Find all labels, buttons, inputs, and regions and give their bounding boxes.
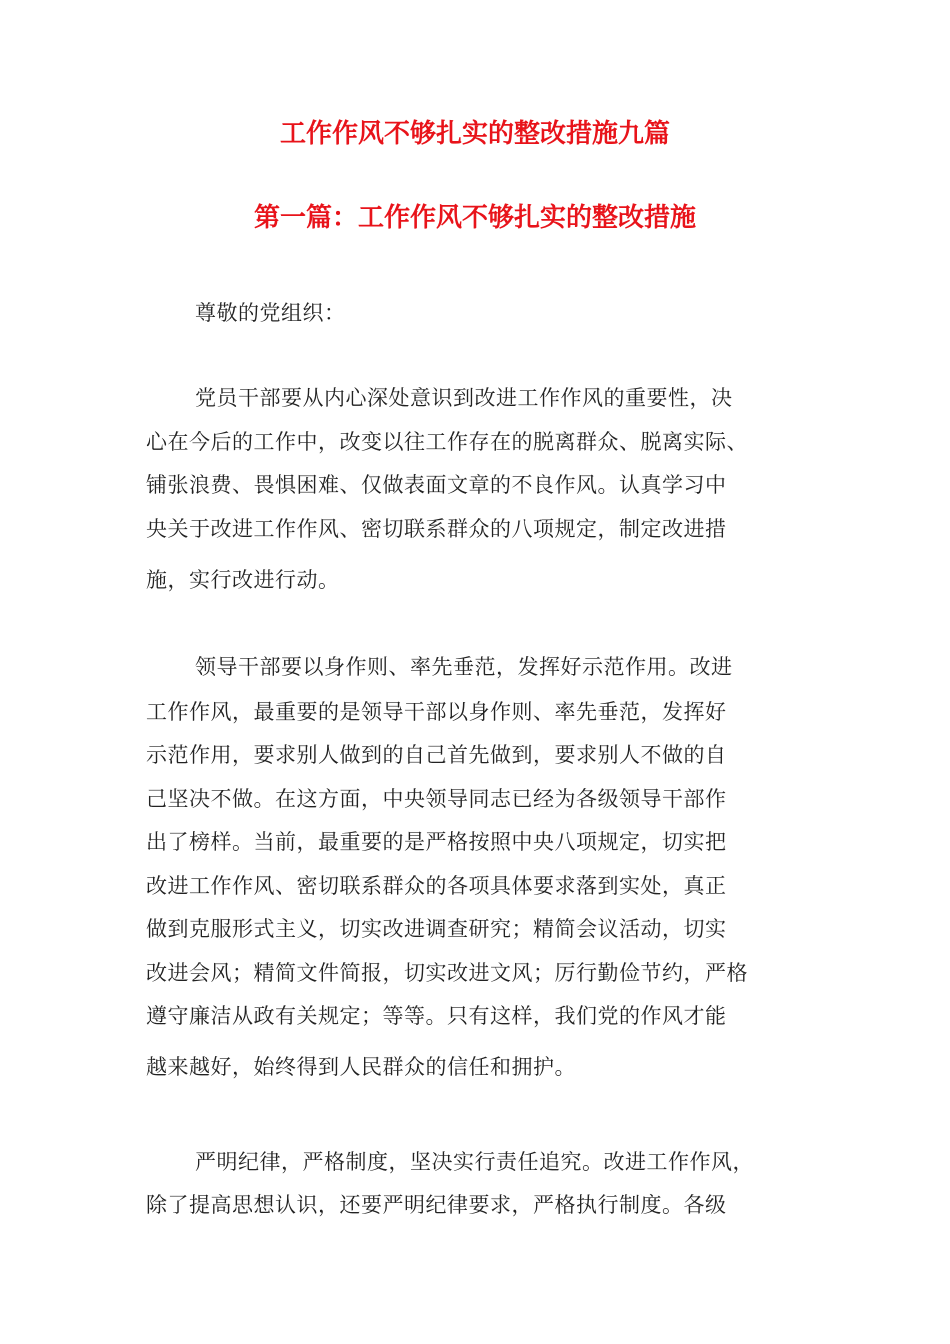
paragraph-2-line-3: 示范作用，要求别人做到的自己首先做到，要求别人不做的自: [146, 743, 727, 767]
paragraph-2-line-7: 做到克服形式主义，切实改进调查研究；精简会议活动，切实: [146, 917, 727, 941]
paragraph-3-line-1: 严明纪律，严格制度，坚决实行责任追究。改进工作作风，: [195, 1150, 754, 1174]
paragraph-1-line-2: 心在今后的工作中，改变以往工作存在的脱离群众、脱离实际、: [146, 430, 748, 454]
paragraph-2-line-2: 工作作风，最重要的是领导干部以身作则、率先垂范，发挥好: [146, 700, 727, 724]
paragraph-2-line-5: 出了榜样。当前，最重要的是严格按照中央八项规定，切实把: [146, 830, 727, 854]
paragraph-3-line-2: 除了提高思想认识，还要严明纪律要求，严格执行制度。各级: [146, 1193, 727, 1217]
paragraph-2-line-4: 己坚决不做。在这方面，中央领导同志已经为各级领导干部作: [146, 787, 727, 811]
paragraph-1-line-4: 央关于改进工作作风、密切联系群众的八项规定，制定改进措: [146, 517, 727, 541]
document-subtitle: 第一篇：工作作风不够扎实的整改措施: [253, 203, 696, 233]
paragraph-2-line-9: 遵守廉洁从政有关规定；等等。只有这样，我们党的作风才能: [146, 1004, 727, 1028]
paragraph-2-line-1: 领导干部要以身作则、率先垂范，发挥好示范作用。改进: [195, 655, 733, 679]
paragraph-2-line-8: 改进会风；精简文件简报，切实改进文风；厉行勤俭节约，严格: [146, 961, 748, 985]
paragraph-2-line-6: 改进工作作风、密切联系群众的各项具体要求落到实处，真正: [146, 874, 727, 898]
paragraph-1-line-1: 党员干部要从内心深处意识到改进工作作风的重要性，决: [195, 386, 733, 410]
document-title: 工作作风不够扎实的整改措施九篇: [279, 119, 670, 149]
paragraph-2-line-10: 越来越好，始终得到人民群众的信任和拥护。: [146, 1055, 576, 1079]
paragraph-1-line-3: 铺张浪费、畏惧困难、仅做表面文章的不良作风。认真学习中: [146, 473, 727, 497]
salutation: 尊敬的党组织：: [195, 301, 346, 325]
paragraph-1-line-5: 施，实行改进行动。: [146, 568, 340, 592]
